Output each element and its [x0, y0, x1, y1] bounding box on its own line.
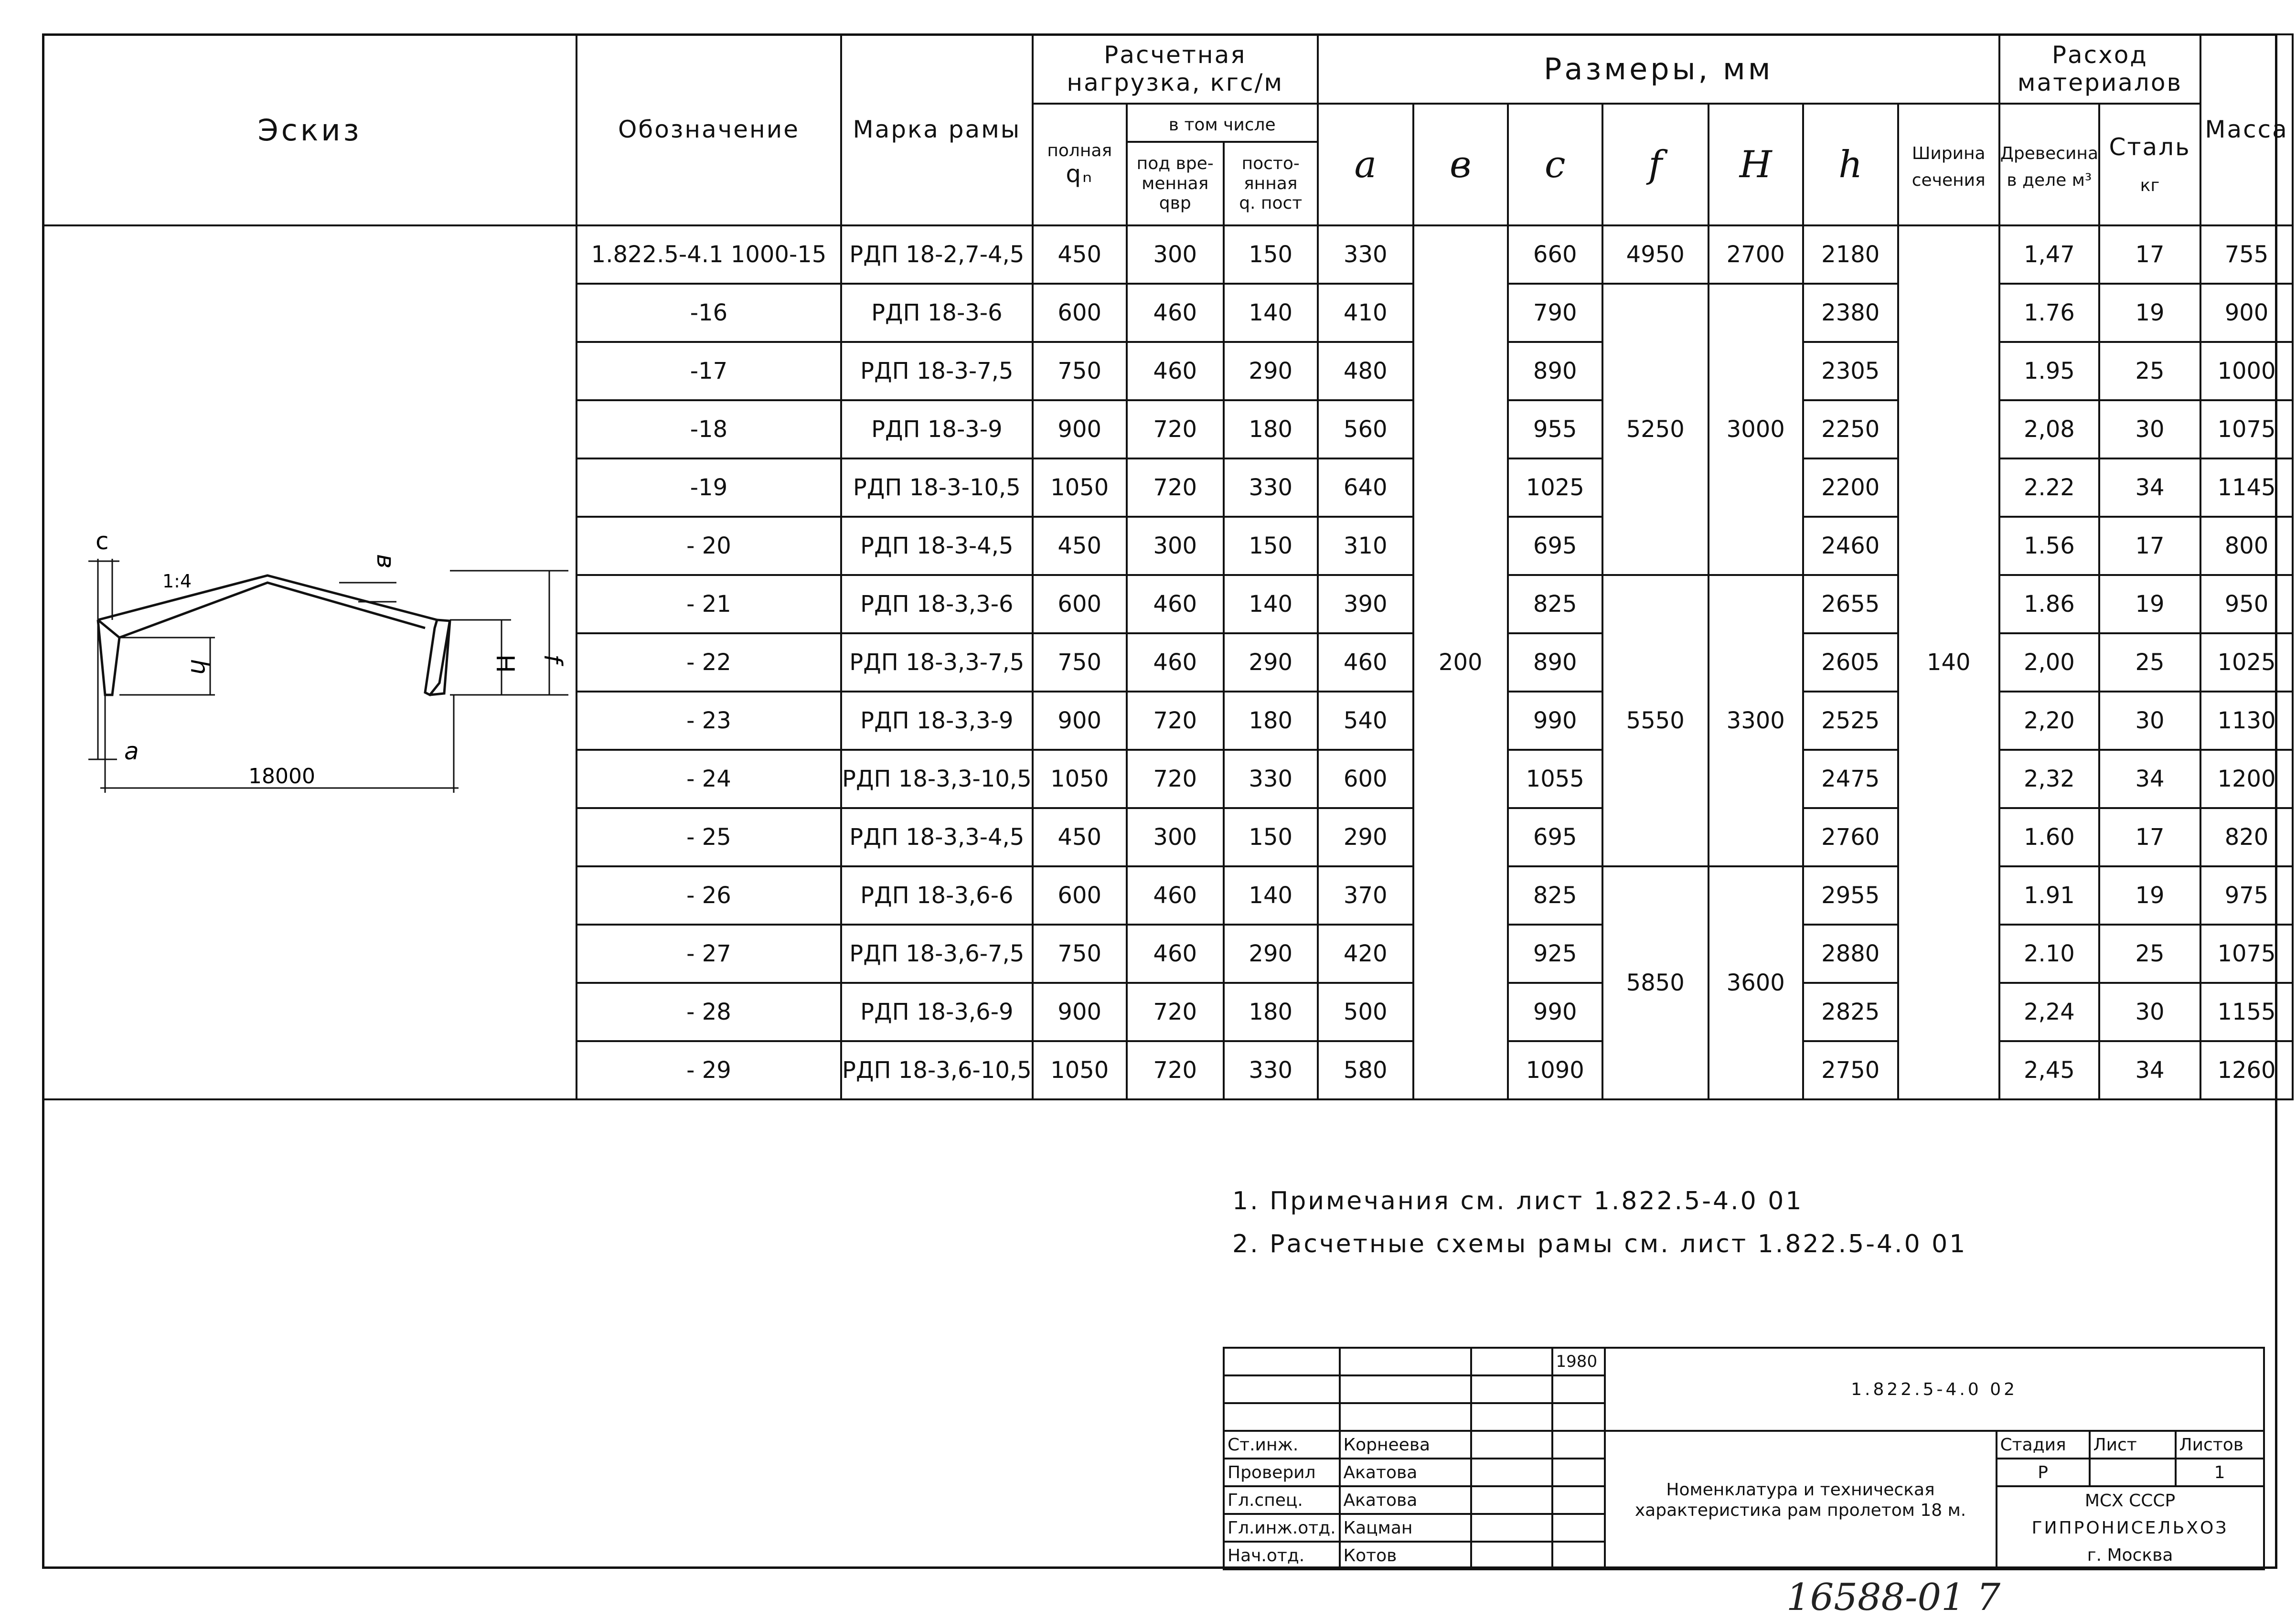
sketch-label-slope: 1:4 [162, 571, 192, 592]
cell-load-const: 330 [1224, 750, 1318, 808]
header-section-width: Ширина сечения [1898, 104, 1999, 225]
cell-frame-mark: РДП 18-3-7,5 [841, 342, 1033, 400]
cell-load-temp: 460 [1127, 284, 1224, 342]
cell-dim-a: 480 [1318, 342, 1413, 400]
cell-mass: 975 [2200, 866, 2293, 925]
cell-load-full: 600 [1033, 866, 1127, 925]
cell-load-temp: 720 [1127, 400, 1224, 458]
cell-dim-h: 2760 [1803, 808, 1898, 866]
cell-dim-f: 5250 [1602, 284, 1709, 575]
cell-mass: 1075 [2200, 925, 2293, 983]
cell-load-const: 140 [1224, 284, 1318, 342]
cell-load-const: 290 [1224, 342, 1318, 400]
stamp-name-3: Акатова [1340, 1486, 1471, 1514]
cell-mass: 1075 [2200, 400, 2293, 458]
cell-steel: 19 [2099, 866, 2200, 925]
cell-steel: 17 [2099, 808, 2200, 866]
cell-load-temp: 720 [1127, 458, 1224, 517]
cell-dim-c: 990 [1508, 692, 1602, 750]
cell-load-const: 180 [1224, 983, 1318, 1041]
cell-mass: 900 [2200, 284, 2293, 342]
header-designation: Обозначение [577, 34, 841, 225]
cell-frame-mark: РДП 18-3-4,5 [841, 517, 1033, 575]
cell-dim-h: 2380 [1803, 284, 1898, 342]
cell-dim-c: 890 [1508, 633, 1602, 692]
cell-dim-h: 2460 [1803, 517, 1898, 575]
cell-load-full: 450 [1033, 225, 1127, 284]
cell-load-const: 150 [1224, 517, 1318, 575]
cell-load-const: 290 [1224, 925, 1318, 983]
cell-dim-c: 955 [1508, 400, 1602, 458]
cell-designation: - 23 [577, 692, 841, 750]
cell-frame-mark: РДП 18-3,3-6 [841, 575, 1033, 633]
cell-load-full: 900 [1033, 400, 1127, 458]
cell-frame-mark: РДП 18-3,6-6 [841, 866, 1033, 925]
cell-designation: - 26 [577, 866, 841, 925]
signature-1 [1471, 1431, 1552, 1459]
cell-dim-a: 290 [1318, 808, 1413, 866]
sketch-label-a: a [124, 737, 139, 765]
header-load-temp: под вре-менная qвр [1127, 142, 1224, 225]
cell-load-temp: 720 [1127, 692, 1224, 750]
stamp-role-1: Ст.инж. [1224, 1431, 1340, 1459]
cell-frame-mark: РДП 18-3,6-9 [841, 983, 1033, 1041]
stamp-role-2: Проверил [1224, 1459, 1340, 1486]
cell-designation: - 21 [577, 575, 841, 633]
cell-section-width: 140 [1898, 225, 1999, 1099]
cell-designation: - 22 [577, 633, 841, 692]
sketch-label-f: f [538, 654, 567, 663]
cell-steel: 19 [2099, 284, 2200, 342]
cell-load-temp: 460 [1127, 575, 1224, 633]
cell-designation: - 25 [577, 808, 841, 866]
cell-designation: -18 [577, 400, 841, 458]
signature-3 [1471, 1486, 1552, 1514]
header-load-const: посто-янная q. пост [1224, 142, 1318, 225]
sheet-title: Номенклатура и техническая характеристика рам пролетом 18 м. [1605, 1431, 1997, 1569]
header-load-full: полная qₙ [1033, 104, 1127, 225]
cell-mass: 1155 [2200, 983, 2293, 1041]
cell-load-full: 750 [1033, 633, 1127, 692]
cell-frame-mark: РДП 18-3,3-10,5 [841, 750, 1033, 808]
cell-dim-f: 5550 [1602, 575, 1709, 866]
cell-dim-H: 2700 [1709, 225, 1803, 284]
cell-steel: 34 [2099, 458, 2200, 517]
organization: ГИПРОНИСЕЛЬХОЗ [1997, 1514, 2264, 1542]
cell-steel: 25 [2099, 633, 2200, 692]
cell-load-temp: 720 [1127, 750, 1224, 808]
cell-designation: -17 [577, 342, 841, 400]
cell-dim-c: 1025 [1508, 458, 1602, 517]
header-sketch: Эскиз [43, 34, 577, 225]
cell-dim-a: 580 [1318, 1041, 1413, 1099]
sketch-label-b: в [371, 554, 400, 569]
stamp-role-4: Гл.инж.отд. [1224, 1514, 1340, 1542]
cell-load-temp: 460 [1127, 342, 1224, 400]
cell-load-temp: 720 [1127, 983, 1224, 1041]
sketch-label-H: H [491, 654, 519, 673]
header-mass: Масса [2200, 34, 2293, 225]
header-load-group: Расчетная нагрузка, кгс/м [1033, 34, 1318, 104]
cell-dim-c: 990 [1508, 983, 1602, 1041]
cell-steel: 34 [2099, 1041, 2200, 1099]
stamp-name-2: Акатова [1340, 1459, 1471, 1486]
cell-load-full: 600 [1033, 575, 1127, 633]
cell-mass: 1145 [2200, 458, 2293, 517]
cell-dim-c: 825 [1508, 575, 1602, 633]
cell-dim-f: 5850 [1602, 866, 1709, 1099]
cell-load-full: 1050 [1033, 458, 1127, 517]
cell-load-temp: 300 [1127, 225, 1224, 284]
cell-frame-mark: РДП 18-3,3-4,5 [841, 808, 1033, 866]
cell-load-temp: 460 [1127, 866, 1224, 925]
stamp-name-1: Корнеева [1340, 1431, 1471, 1459]
header-dimensions-group: Размеры, мм [1318, 34, 1999, 104]
cell-designation: - 27 [577, 925, 841, 983]
cell-load-const: 150 [1224, 225, 1318, 284]
stamp-stage: Р [1997, 1459, 2090, 1486]
header-material-group: Расход материалов [1999, 34, 2200, 104]
frame-leg-left [98, 620, 119, 695]
cell-frame-mark: РДП 18-3,3-7,5 [841, 633, 1033, 692]
stamp-name-5: Котов [1340, 1542, 1471, 1569]
sketch-label-h: h [185, 659, 214, 675]
cell-dim-c: 790 [1508, 284, 1602, 342]
cell-load-temp: 460 [1127, 925, 1224, 983]
cell-dim-c: 695 [1508, 808, 1602, 866]
cell-load-const: 140 [1224, 575, 1318, 633]
cell-load-full: 1050 [1033, 750, 1127, 808]
cell-dim-a: 460 [1318, 633, 1413, 692]
cell-load-const: 330 [1224, 1041, 1318, 1099]
cell-load-const: 290 [1224, 633, 1318, 692]
cell-dim-a: 600 [1318, 750, 1413, 808]
cell-mass: 1000 [2200, 342, 2293, 400]
cell-dim-a: 640 [1318, 458, 1413, 517]
cell-dim-a: 330 [1318, 225, 1413, 284]
cell-load-temp: 300 [1127, 808, 1224, 866]
cell-load-full: 450 [1033, 808, 1127, 866]
cell-load-full: 600 [1033, 284, 1127, 342]
cell-dim-a: 310 [1318, 517, 1413, 575]
cell-dim-h: 2655 [1803, 575, 1898, 633]
cell-load-temp: 300 [1127, 517, 1224, 575]
stamp-year: 1980 [1552, 1348, 1605, 1375]
sketch-label-c: c [96, 527, 109, 555]
cell-wood: 2,32 [1999, 750, 2099, 808]
cell-dim-h: 2605 [1803, 633, 1898, 692]
header-dim-h: h [1803, 104, 1898, 225]
title-block [1223, 1347, 2265, 1570]
cell-dim-h: 2305 [1803, 342, 1898, 400]
stamp-name-4: Кацман [1340, 1514, 1471, 1542]
cell-dim-a: 410 [1318, 284, 1413, 342]
note-2: 2. Расчетные схемы рамы см. лист 1.822.5-4.0 01 [1232, 1230, 1967, 1258]
cell-dim-h: 2525 [1803, 692, 1898, 750]
cell-load-full: 750 [1033, 925, 1127, 983]
cell-frame-mark: РДП 18-3,6-7,5 [841, 925, 1033, 983]
cell-steel: 25 [2099, 925, 2200, 983]
cell-steel: 19 [2099, 575, 2200, 633]
cell-dim-a: 370 [1318, 866, 1413, 925]
cell-dim-h: 2955 [1803, 866, 1898, 925]
cell-wood: 2,08 [1999, 400, 2099, 458]
cell-wood: 1.95 [1999, 342, 2099, 400]
cell-designation: 1.822.5-4.1 1000-15 [577, 225, 841, 284]
cell-frame-mark: РДП 18-3,6-10,5 [841, 1041, 1033, 1099]
header-steel: Сталь кг [2099, 104, 2200, 225]
cell-dim-h: 2825 [1803, 983, 1898, 1041]
cell-dim-a: 500 [1318, 983, 1413, 1041]
cell-steel: 30 [2099, 692, 2200, 750]
header-load-incl: в том числе [1127, 104, 1318, 142]
cell-mass: 1260 [2200, 1041, 2293, 1099]
cell-steel: 25 [2099, 342, 2200, 400]
document-number: 1.822.5-4.0 02 [1605, 1348, 2264, 1431]
cell-dim-c: 825 [1508, 866, 1602, 925]
cell-wood: 2.10 [1999, 925, 2099, 983]
cell-load-full: 750 [1033, 342, 1127, 400]
header-dim-f: f [1602, 104, 1709, 225]
cell-dim-H: 3300 [1709, 575, 1803, 866]
cell-dim-h: 2180 [1803, 225, 1898, 284]
cell-wood: 2,20 [1999, 692, 2099, 750]
cell-dim-c: 1090 [1508, 1041, 1602, 1099]
cell-load-const: 150 [1224, 808, 1318, 866]
cell-dim-f: 4950 [1602, 225, 1709, 284]
table-row [43, 225, 2293, 284]
cell-wood: 1.56 [1999, 517, 2099, 575]
cell-wood: 2.22 [1999, 458, 2099, 517]
cell-dim-h: 2750 [1803, 1041, 1898, 1099]
header-dim-b: в [1413, 104, 1508, 225]
cell-dim-h: 2475 [1803, 750, 1898, 808]
header-dim-a: a [1318, 104, 1413, 225]
cell-frame-mark: РДП 18-3-10,5 [841, 458, 1033, 517]
cell-mass: 755 [2200, 225, 2293, 284]
cell-frame-mark: РДП 18-3,3-9 [841, 692, 1033, 750]
cell-mass: 1130 [2200, 692, 2293, 750]
signature-5 [1471, 1542, 1552, 1569]
header-frame-mark: Марка рамы [841, 34, 1033, 225]
cell-wood: 1,47 [1999, 225, 2099, 284]
cell-steel: 17 [2099, 517, 2200, 575]
cell-mass: 1025 [2200, 633, 2293, 692]
cell-dim-b: 200 [1413, 225, 1508, 1099]
cell-dim-h: 2200 [1803, 458, 1898, 517]
cell-dim-a: 390 [1318, 575, 1413, 633]
header-dim-H: H [1709, 104, 1803, 225]
cell-frame-mark: РДП 18-2,7-4,5 [841, 225, 1033, 284]
cell-load-full: 900 [1033, 692, 1127, 750]
cell-frame-mark: РДП 18-3-9 [841, 400, 1033, 458]
header-wood: Древесина в деле м³ [1999, 104, 2099, 225]
header-dim-c: c [1508, 104, 1602, 225]
sketch-label-span: 18000 [248, 764, 315, 788]
cell-wood: 1.86 [1999, 575, 2099, 633]
city: г. Москва [1997, 1542, 2264, 1569]
cell-mass: 950 [2200, 575, 2293, 633]
cell-dim-c: 890 [1508, 342, 1602, 400]
cell-dim-c: 660 [1508, 225, 1602, 284]
cell-designation: - 29 [577, 1041, 841, 1099]
cell-steel: 34 [2099, 750, 2200, 808]
cell-load-temp: 460 [1127, 633, 1224, 692]
frame-outline-right [98, 575, 450, 695]
cell-designation: - 28 [577, 983, 841, 1041]
cell-dim-H: 3000 [1709, 284, 1803, 575]
stamp-sheet-label: Лист [2090, 1431, 2176, 1459]
cell-load-const: 180 [1224, 400, 1318, 458]
cell-dim-a: 540 [1318, 692, 1413, 750]
cell-load-const: 180 [1224, 692, 1318, 750]
cell-dim-c: 1055 [1508, 750, 1602, 808]
cell-mass: 820 [2200, 808, 2293, 866]
stamp-role-5: Нач.отд. [1224, 1542, 1340, 1569]
cell-steel: 17 [2099, 225, 2200, 284]
signature-4 [1471, 1514, 1552, 1542]
cell-dim-c: 925 [1508, 925, 1602, 983]
cell-steel: 30 [2099, 983, 2200, 1041]
cell-wood: 2,00 [1999, 633, 2099, 692]
stamp-sheets: 1 [2176, 1459, 2264, 1486]
frame-sketch [53, 501, 567, 826]
cell-designation: -19 [577, 458, 841, 517]
cell-load-full: 900 [1033, 983, 1127, 1041]
notes [1232, 1180, 1967, 1266]
cell-dim-a: 420 [1318, 925, 1413, 983]
cell-load-temp: 720 [1127, 1041, 1224, 1099]
cell-mass: 1200 [2200, 750, 2293, 808]
cell-mass: 800 [2200, 517, 2293, 575]
cell-load-const: 330 [1224, 458, 1318, 517]
cell-dim-h: 2250 [1803, 400, 1898, 458]
cell-wood: 2,24 [1999, 983, 2099, 1041]
stamp-sheets-label: Листов [2176, 1431, 2264, 1459]
cell-load-const: 140 [1224, 866, 1318, 925]
cell-steel: 30 [2099, 400, 2200, 458]
cell-dim-H: 3600 [1709, 866, 1803, 1099]
note-1: 1. Примечания см. лист 1.822.5-4.0 01 [1232, 1187, 1804, 1215]
stamp-sheet [2090, 1459, 2176, 1486]
cell-designation: - 24 [577, 750, 841, 808]
cell-designation: - 20 [577, 517, 841, 575]
ministry: МСХ СССР [1997, 1486, 2264, 1514]
cell-wood: 1.76 [1999, 284, 2099, 342]
cell-wood: 1.60 [1999, 808, 2099, 866]
cell-load-full: 450 [1033, 517, 1127, 575]
signature-2 [1471, 1459, 1552, 1486]
cell-dim-a: 560 [1318, 400, 1413, 458]
cell-wood: 1.91 [1999, 866, 2099, 925]
stamp-stage-label: Стадия [1997, 1431, 2090, 1459]
cell-dim-h: 2880 [1803, 925, 1898, 983]
archive-number: 16588-01 7 [1786, 1576, 2001, 1619]
cell-designation: -16 [577, 284, 841, 342]
stamp-role-3: Гл.спец. [1224, 1486, 1340, 1514]
cell-frame-mark: РДП 18-3-6 [841, 284, 1033, 342]
cell-dim-c: 695 [1508, 517, 1602, 575]
cell-wood: 2,45 [1999, 1041, 2099, 1099]
cell-load-full: 1050 [1033, 1041, 1127, 1099]
